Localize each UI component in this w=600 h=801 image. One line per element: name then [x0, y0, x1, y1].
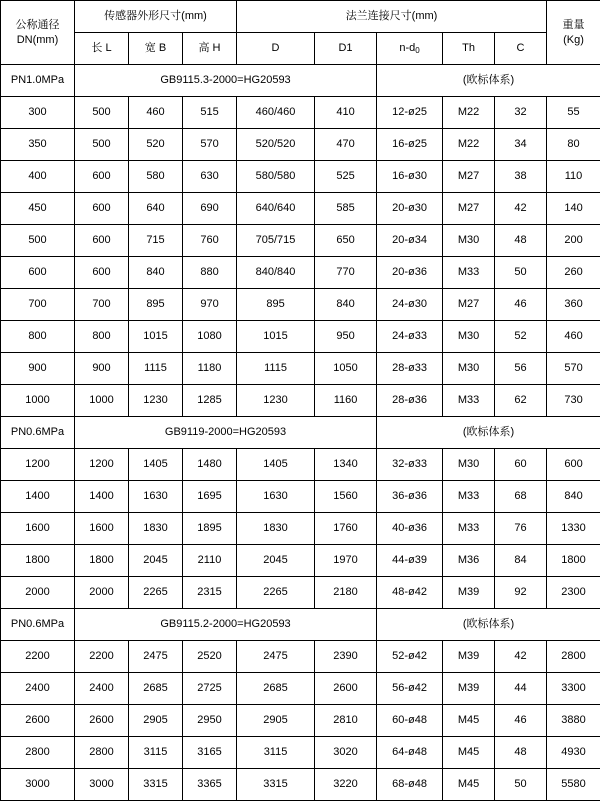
cell-d: 840/840	[237, 257, 315, 289]
cell-th: M39	[443, 641, 495, 673]
cell-c: 76	[495, 513, 547, 545]
cell-th: M30	[443, 449, 495, 481]
cell-h: 2950	[183, 705, 237, 737]
cell-d1: 470	[315, 129, 377, 161]
cell-l: 2800	[75, 737, 129, 769]
table-row	[1, 545, 600, 577]
section-pressure: PN1.0MPa	[1, 65, 75, 97]
cell-th: M27	[443, 289, 495, 321]
cell-d: 1830	[237, 513, 315, 545]
cell-l: 700	[75, 289, 129, 321]
header-bolt-holes-text: n-d	[399, 42, 415, 54]
cell-b: 2685	[129, 673, 183, 705]
cell-d: 1230	[237, 385, 315, 417]
cell-th: M30	[443, 321, 495, 353]
section-pressure: PN0.6MPa	[1, 417, 75, 449]
header-height: 高 H	[183, 33, 237, 65]
cell-h: 1695	[183, 481, 237, 513]
cell-d1: 1760	[315, 513, 377, 545]
cell-weight: 1800	[547, 545, 600, 577]
cell-dn: 800	[1, 321, 75, 353]
cell-h: 630	[183, 161, 237, 193]
cell-nd: 16-ø30	[377, 161, 443, 193]
cell-dn: 1400	[1, 481, 75, 513]
cell-l: 2200	[75, 641, 129, 673]
cell-b: 1015	[129, 321, 183, 353]
cell-l: 1400	[75, 481, 129, 513]
header-c: C	[495, 33, 547, 65]
cell-l: 600	[75, 257, 129, 289]
header-d1: D1	[315, 33, 377, 65]
header-th: Th	[443, 33, 495, 65]
table-row	[1, 737, 600, 769]
cell-nd: 64-ø48	[377, 737, 443, 769]
header-length: 长 L	[75, 33, 129, 65]
cell-nd: 60-ø48	[377, 705, 443, 737]
cell-weight: 260	[547, 257, 600, 289]
cell-nd: 32-ø33	[377, 449, 443, 481]
cell-d1: 950	[315, 321, 377, 353]
cell-th: M33	[443, 257, 495, 289]
cell-dn: 700	[1, 289, 75, 321]
table-header-top-row	[1, 1, 600, 33]
table-row	[1, 321, 600, 353]
cell-d1: 1560	[315, 481, 377, 513]
cell-d1: 1340	[315, 449, 377, 481]
table-row	[1, 353, 600, 385]
cell-c: 52	[495, 321, 547, 353]
cell-l: 2600	[75, 705, 129, 737]
cell-d: 580/580	[237, 161, 315, 193]
cell-h: 1480	[183, 449, 237, 481]
cell-th: M30	[443, 225, 495, 257]
cell-dn: 2600	[1, 705, 75, 737]
cell-th: M22	[443, 129, 495, 161]
cell-th: M30	[443, 353, 495, 385]
cell-c: 42	[495, 641, 547, 673]
header-dn	[1, 1, 75, 65]
cell-dn: 300	[1, 97, 75, 129]
cell-dn: 3000	[1, 769, 75, 801]
cell-c: 44	[495, 673, 547, 705]
cell-weight: 3880	[547, 705, 600, 737]
cell-l: 1600	[75, 513, 129, 545]
cell-d: 520/520	[237, 129, 315, 161]
cell-b: 640	[129, 193, 183, 225]
cell-d1: 650	[315, 225, 377, 257]
cell-weight: 5580	[547, 769, 600, 801]
cell-h: 760	[183, 225, 237, 257]
cell-d1: 770	[315, 257, 377, 289]
header-bolt-holes-subscript: 0	[415, 46, 419, 55]
cell-weight: 600	[547, 449, 600, 481]
table-row	[1, 129, 600, 161]
cell-nd: 16-ø25	[377, 129, 443, 161]
cell-d1: 840	[315, 289, 377, 321]
cell-th: M27	[443, 161, 495, 193]
header-group-flange: 法兰连接尺寸(mm)	[237, 1, 547, 33]
table-row	[1, 673, 600, 705]
cell-h: 2725	[183, 673, 237, 705]
cell-d1: 585	[315, 193, 377, 225]
cell-dn: 900	[1, 353, 75, 385]
cell-dn: 1000	[1, 385, 75, 417]
cell-d: 895	[237, 289, 315, 321]
cell-d1: 3020	[315, 737, 377, 769]
cell-nd: 40-ø36	[377, 513, 443, 545]
cell-l: 3000	[75, 769, 129, 801]
cell-b: 1830	[129, 513, 183, 545]
cell-l: 500	[75, 97, 129, 129]
table-row	[1, 513, 600, 545]
cell-h: 690	[183, 193, 237, 225]
cell-l: 1200	[75, 449, 129, 481]
section-header-row	[1, 65, 600, 97]
cell-weight: 140	[547, 193, 600, 225]
cell-h: 515	[183, 97, 237, 129]
cell-h: 1285	[183, 385, 237, 417]
cell-b: 3115	[129, 737, 183, 769]
table-row	[1, 705, 600, 737]
cell-h: 1895	[183, 513, 237, 545]
cell-d1: 1160	[315, 385, 377, 417]
cell-c: 34	[495, 129, 547, 161]
cell-nd: 56-ø42	[377, 673, 443, 705]
cell-dn: 400	[1, 161, 75, 193]
cell-nd: 20-ø30	[377, 193, 443, 225]
section-header-row	[1, 609, 600, 641]
cell-dn: 600	[1, 257, 75, 289]
section-standard: GB9115.2-2000=HG20593	[75, 609, 377, 641]
cell-dn: 2400	[1, 673, 75, 705]
cell-c: 56	[495, 353, 547, 385]
cell-c: 48	[495, 225, 547, 257]
table-row	[1, 97, 600, 129]
cell-h: 880	[183, 257, 237, 289]
cell-weight: 55	[547, 97, 600, 129]
cell-d1: 1050	[315, 353, 377, 385]
cell-nd: 44-ø39	[377, 545, 443, 577]
cell-th: M22	[443, 97, 495, 129]
table-row	[1, 641, 600, 673]
cell-th: M27	[443, 193, 495, 225]
cell-d: 1115	[237, 353, 315, 385]
cell-nd: 28-ø36	[377, 385, 443, 417]
cell-c: 50	[495, 769, 547, 801]
cell-l: 1800	[75, 545, 129, 577]
cell-d: 2475	[237, 641, 315, 673]
cell-dn: 2000	[1, 577, 75, 609]
cell-weight: 110	[547, 161, 600, 193]
table-row	[1, 225, 600, 257]
table-header-sub-row	[1, 33, 600, 65]
cell-weight: 360	[547, 289, 600, 321]
header-weight	[547, 1, 600, 65]
header-dn-unit: DN(mm)	[1, 33, 74, 48]
cell-weight: 3300	[547, 673, 600, 705]
section-standard: GB9119-2000=HG20593	[75, 417, 377, 449]
cell-b: 2265	[129, 577, 183, 609]
cell-weight: 200	[547, 225, 600, 257]
cell-dn: 1600	[1, 513, 75, 545]
cell-weight: 4930	[547, 737, 600, 769]
cell-b: 2475	[129, 641, 183, 673]
cell-b: 460	[129, 97, 183, 129]
cell-c: 46	[495, 705, 547, 737]
cell-th: M45	[443, 769, 495, 801]
cell-th: M36	[443, 545, 495, 577]
cell-weight: 80	[547, 129, 600, 161]
section-pressure: PN0.6MPa	[1, 609, 75, 641]
cell-nd: 28-ø33	[377, 353, 443, 385]
cell-weight: 2800	[547, 641, 600, 673]
cell-b: 1115	[129, 353, 183, 385]
cell-nd: 52-ø42	[377, 641, 443, 673]
header-group-sensor: 传感器外形尺寸(mm)	[75, 1, 237, 33]
cell-l: 1000	[75, 385, 129, 417]
header-d: D	[237, 33, 315, 65]
section-standard: GB9115.3-2000=HG20593	[75, 65, 377, 97]
cell-c: 46	[495, 289, 547, 321]
cell-l: 500	[75, 129, 129, 161]
cell-nd: 36-ø36	[377, 481, 443, 513]
cell-d: 705/715	[237, 225, 315, 257]
cell-nd: 20-ø36	[377, 257, 443, 289]
table-row	[1, 769, 600, 801]
cell-th: M45	[443, 705, 495, 737]
cell-d: 2265	[237, 577, 315, 609]
cell-d1: 2390	[315, 641, 377, 673]
cell-dn: 2800	[1, 737, 75, 769]
cell-h: 1080	[183, 321, 237, 353]
table-body	[1, 1, 600, 801]
cell-b: 520	[129, 129, 183, 161]
cell-dn: 1800	[1, 545, 75, 577]
section-note: (欧标体系)	[377, 609, 600, 641]
cell-c: 32	[495, 97, 547, 129]
cell-nd: 68-ø48	[377, 769, 443, 801]
cell-weight: 1330	[547, 513, 600, 545]
table-row	[1, 257, 600, 289]
cell-c: 62	[495, 385, 547, 417]
cell-th: M39	[443, 577, 495, 609]
cell-l: 2000	[75, 577, 129, 609]
cell-d: 460/460	[237, 97, 315, 129]
cell-b: 715	[129, 225, 183, 257]
cell-d1: 2600	[315, 673, 377, 705]
cell-d: 3315	[237, 769, 315, 801]
cell-b: 2045	[129, 545, 183, 577]
cell-nd: 48-ø42	[377, 577, 443, 609]
table-row	[1, 193, 600, 225]
cell-nd: 24-ø33	[377, 321, 443, 353]
cell-nd: 20-ø34	[377, 225, 443, 257]
cell-l: 800	[75, 321, 129, 353]
cell-th: M33	[443, 481, 495, 513]
cell-h: 2110	[183, 545, 237, 577]
cell-dn: 350	[1, 129, 75, 161]
cell-th: M33	[443, 513, 495, 545]
cell-weight: 840	[547, 481, 600, 513]
cell-weight: 460	[547, 321, 600, 353]
cell-b: 580	[129, 161, 183, 193]
cell-c: 50	[495, 257, 547, 289]
cell-h: 970	[183, 289, 237, 321]
cell-b: 895	[129, 289, 183, 321]
cell-d: 3115	[237, 737, 315, 769]
cell-dn: 2200	[1, 641, 75, 673]
cell-c: 48	[495, 737, 547, 769]
cell-b: 1405	[129, 449, 183, 481]
cell-b: 3315	[129, 769, 183, 801]
cell-th: M45	[443, 737, 495, 769]
cell-th: M33	[443, 385, 495, 417]
cell-d1: 2180	[315, 577, 377, 609]
cell-nd: 24-ø30	[377, 289, 443, 321]
cell-b: 2905	[129, 705, 183, 737]
cell-l: 600	[75, 193, 129, 225]
cell-nd: 12-ø25	[377, 97, 443, 129]
cell-d: 1405	[237, 449, 315, 481]
header-width: 宽 B	[129, 33, 183, 65]
section-note: (欧标体系)	[377, 417, 600, 449]
cell-dn: 500	[1, 225, 75, 257]
cell-d1: 1970	[315, 545, 377, 577]
cell-d: 640/640	[237, 193, 315, 225]
table-row	[1, 161, 600, 193]
table-row	[1, 449, 600, 481]
cell-b: 840	[129, 257, 183, 289]
cell-c: 68	[495, 481, 547, 513]
cell-weight: 730	[547, 385, 600, 417]
cell-d: 2045	[237, 545, 315, 577]
cell-c: 60	[495, 449, 547, 481]
cell-h: 570	[183, 129, 237, 161]
header-dn-label: 公称通径	[1, 18, 74, 33]
cell-weight: 2300	[547, 577, 600, 609]
cell-l: 900	[75, 353, 129, 385]
cell-d1: 525	[315, 161, 377, 193]
cell-l: 2400	[75, 673, 129, 705]
cell-b: 1230	[129, 385, 183, 417]
cell-th: M39	[443, 673, 495, 705]
table-row	[1, 289, 600, 321]
header-bolt-holes	[377, 33, 443, 65]
section-note: (欧标体系)	[377, 65, 600, 97]
cell-l: 600	[75, 225, 129, 257]
table-row	[1, 577, 600, 609]
cell-c: 38	[495, 161, 547, 193]
cell-l: 600	[75, 161, 129, 193]
table-row	[1, 385, 600, 417]
cell-d1: 3220	[315, 769, 377, 801]
cell-d: 1630	[237, 481, 315, 513]
cell-d1: 2810	[315, 705, 377, 737]
table-row	[1, 481, 600, 513]
cell-d1: 410	[315, 97, 377, 129]
cell-h: 2315	[183, 577, 237, 609]
cell-h: 3165	[183, 737, 237, 769]
cell-d: 2905	[237, 705, 315, 737]
cell-c: 92	[495, 577, 547, 609]
section-header-row	[1, 417, 600, 449]
cell-h: 2520	[183, 641, 237, 673]
cell-h: 1180	[183, 353, 237, 385]
cell-h: 3365	[183, 769, 237, 801]
cell-d: 1015	[237, 321, 315, 353]
cell-c: 42	[495, 193, 547, 225]
cell-c: 84	[495, 545, 547, 577]
header-weight-unit: (Kg)	[547, 33, 600, 48]
cell-d: 2685	[237, 673, 315, 705]
header-weight-label: 重量	[547, 18, 600, 33]
cell-dn: 1200	[1, 449, 75, 481]
cell-weight: 570	[547, 353, 600, 385]
cell-dn: 450	[1, 193, 75, 225]
cell-b: 1630	[129, 481, 183, 513]
